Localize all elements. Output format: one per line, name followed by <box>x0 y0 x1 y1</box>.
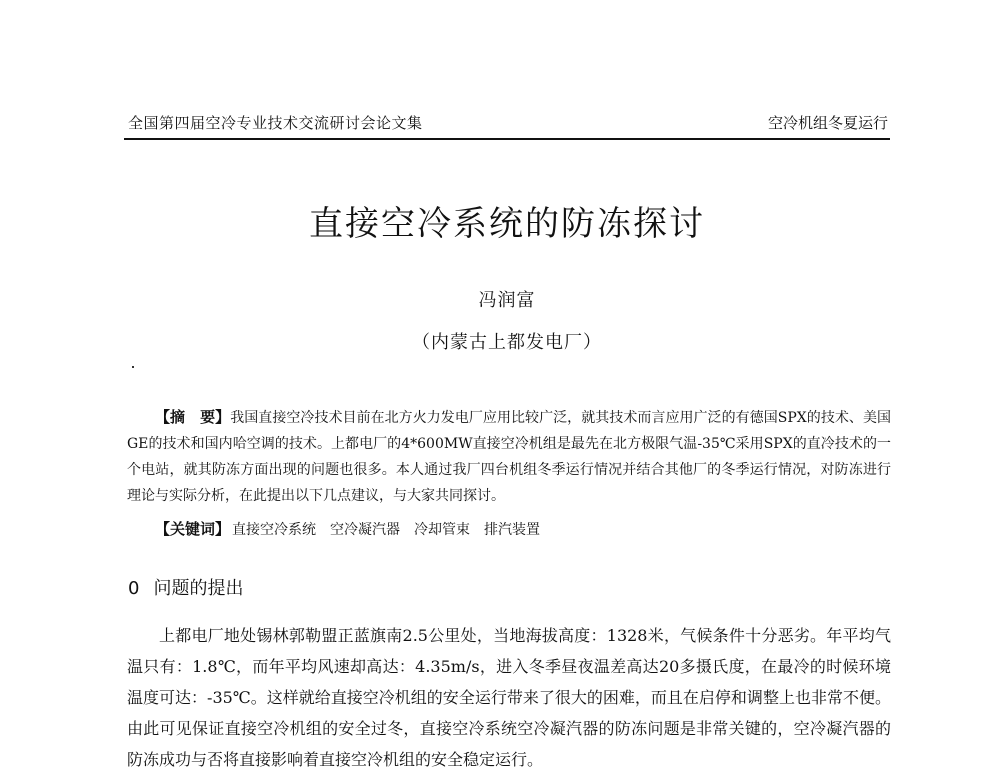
abstract-label: 【摘 要】 <box>155 408 231 426</box>
keywords <box>155 518 885 539</box>
keywords-text: 直接空冷系统 空冷凝汽器 冷却管束 排汽装置 <box>232 522 541 538</box>
paper-affiliation: （内蒙古上都发电厂） <box>412 332 602 353</box>
scan-speck <box>132 366 134 368</box>
section-title: 问题的提出 <box>153 578 244 599</box>
section-heading <box>128 574 243 600</box>
abstract <box>127 404 891 509</box>
keywords-label: 【关键词】 <box>155 520 231 538</box>
running-header-left: 全国第四届空冷专业技术交流研讨会论文集 <box>128 114 423 132</box>
abstract-text: 我国直接空冷技术目前在北方火力发电厂应用比较广泛，就其技术而言应用广泛的有德国SPX的技术、美国GE的技术和国内哈空调的技术。上都电厂的4*600MW直接空冷机组是最先在北方极限气温-35℃采用SPX的直冷技术的一个电站，就其防冻方面出现的问题也很多。本人通过我厂四台机组冬季运行情况并结合其他厂的冬季运行情况，对防冻进行理论与实际分析，在此提出以下几点建议，与大家共同探讨。 <box>127 410 891 504</box>
section-number: 0 <box>128 578 140 599</box>
body-paragraph: 上都电厂地处锡林郭勒盟正蓝旗南2.5公里处，当地海拔高度：1328米，气候条件十分恶劣。年平均气温只有：1.8℃，而年平均风速却高达：4.35m/s，进入冬季昼夜温差高达20多摄氏度，在最冷的时候环境温度可达：-35℃。这样就给直接空冷机组的安全运行带来了很大的困难，而且在启停和调整上也非常不便。由此可见保证直接空冷机组的安全过冬，直接空冷系统空冷凝汽器的防冻问题是非常关键的，空冷凝汽器的防冻成功与否将直接影响着直接空冷机组的安全稳定运行。 <box>127 626 891 769</box>
paper-author: 冯润富 <box>478 290 536 311</box>
paper-title: 直接空冷系统的防冻探讨 <box>309 204 705 244</box>
running-header-right: 空冷机组冬夏运行 <box>767 114 888 132</box>
header-divider <box>124 138 890 140</box>
